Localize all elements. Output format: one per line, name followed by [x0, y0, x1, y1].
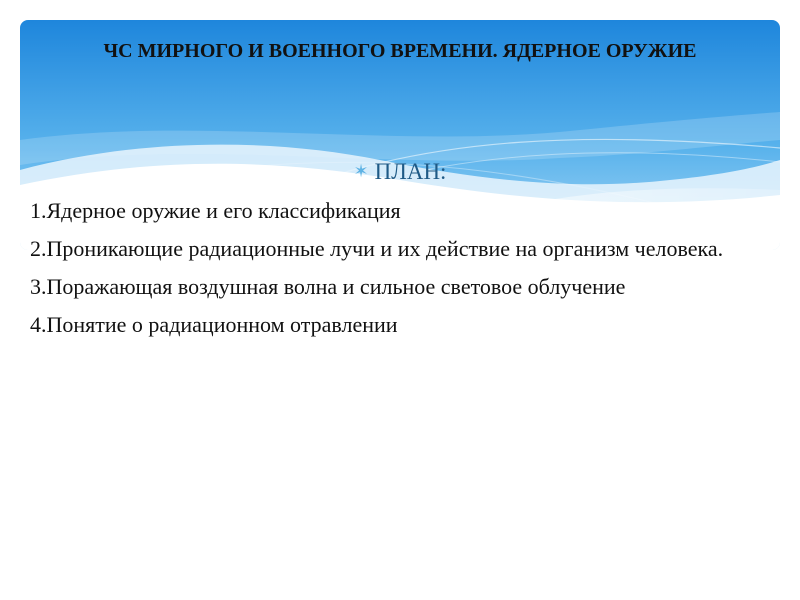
star-bullet-icon: ✶	[353, 161, 369, 181]
plan-item-1: 1.Ядерное оружие и его классификация	[30, 198, 401, 223]
plan-item-4: 4.Понятие о радиационном отравлении	[30, 312, 398, 337]
plan-item-3: 3.Поражающая воздушная волна и сильное световое облучение	[30, 274, 626, 299]
plan-list	[30, 196, 780, 348]
plan-heading	[0, 156, 800, 187]
plan-item-2: 2.Проникающие радиационные лучи и их действие на организм человека.	[30, 236, 724, 261]
plan-heading-label: ПЛАН:	[374, 159, 447, 184]
slide-title: ЧС МИРНОГО И ВОЕННОГО ВРЕМЕНИ. ЯДЕРНОЕ ОРУЖИЕ	[103, 40, 697, 62]
